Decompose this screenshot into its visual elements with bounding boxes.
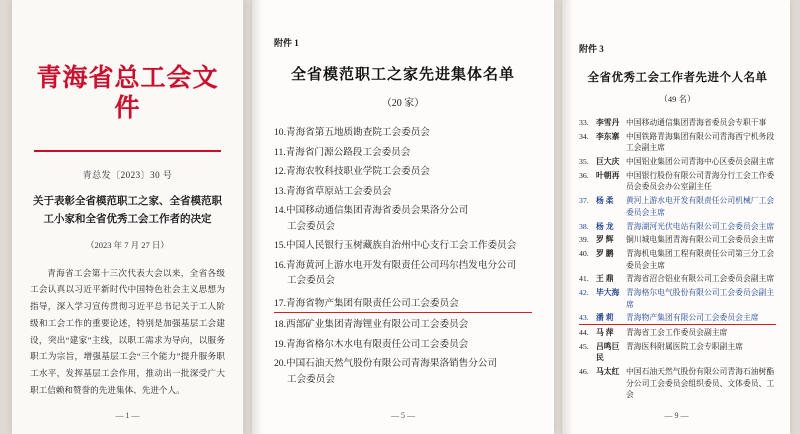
document-body-text: 青海省工会第十三次代表大会以来，全省各级工会认真以习近平新时代中国特色社会主义思想为指导，深入学习宣传贯彻习近平总书记关于工人阶级和工会工作的重要论述，特别是加强基层工会建设，突出“建家”主线，以职工需求为导向，以服务职工为宗旨，增强基层工会“三个能力”提升服务职工水平，发挥基层工会作用，推动出一批深受广大职工信赖和赞誉的先进集体、先进个人。 [30,267,225,395]
document-column-collective-list [252,0,554,434]
document-column-person-list [562,0,790,434]
page-number: — 5 — [391,411,415,420]
document-number: 青总发〔2023〕30 号 [82,170,173,180]
page-number: — 1 — [115,411,140,420]
list-subtitle: （20 家） [381,98,425,109]
document-date: （2023 年 7 月 27 日） [86,239,169,250]
list-item: 12.青海农牧科技职业学院工会委员会 [274,166,430,178]
list-item: 44. 马 萍 青海省工会工作委员会副主席 [579,328,728,337]
list-item: 41. 王 鼎 青海省沼合铝业有限公司工会委员会副主席 [579,274,775,284]
document-heading: 关于表彰全省模范职工之家、全省模范职工小家和全省优秀工会工作者的决定 [33,196,222,225]
list-item-highlighted: 43. 潘 莉 青海物产集团有限公司工会委员会主席 [579,312,776,325]
document-column-decision [12,0,244,434]
list-title: 全省模范职工之家先进集体名单 [290,67,515,83]
list-item: 19.青海省格尔木水电有限责任公司工会委员会 [274,338,469,350]
list-item: 36. 叶朝再 中国银行股份有限公司青海分行工会工作委员会委员会办公室副主任 [579,170,775,192]
list-item: 37. 杨 柔 黄河上游水电开发有限责任公司机械厂工会委员会主席 [579,196,775,217]
document-title: 青海省总工会文件 [36,65,219,122]
list-item: 38. 杨 龙 青海湖河光伏电站有限公司工会委员会主席 [579,221,775,231]
list-item: 16.青海黄河上游水电开发有限责任公司玛尔挡发电分公司 工会委员会 [274,259,517,287]
list-item: 18.西部矿业集团青海锂业有限公司工会委员会 [274,319,469,331]
list-item: 35. 巨大庆 中国铝业集团公司青海中心区委员会副主席 [579,157,775,167]
list-title: 全省优秀工会工作者先进个人名单 [587,72,768,84]
list-item: 46. 马太红 中国石油天然气股份有限公司青海石油树酯分公司工会委员会组织委员、文体委员、工会 [579,367,775,400]
list-subtitle: （49 名） [659,94,696,104]
list-item: 11.青海省门源公路段工会委员会 [274,146,411,158]
list-item: 42. 毕大海 青海格尔电气股份有限公司工会委员会副主席 [579,287,775,309]
list-item: 14.中国移动通信集团青海省委员会果洛分公司 工会委员会 [274,205,469,232]
list-item: 10.青海省第五地质勘查院工会委员会 [274,127,430,138]
list-item: 13.青海省草原站工会委员会 [274,185,392,197]
attachment-label: 附件 3 [579,44,604,54]
page-number: — 9 — [664,411,689,420]
attachment-label: 附件 1 [274,38,299,48]
list-item: 40. 罗 鹏 青海机电集团工程有限责任公司第三分工会委员会主席 [579,248,775,270]
list-item: 45. 吕鸣巨民 青海医科附属医院工会专职副主席 [579,341,743,363]
list-item: 15.中国人民银行玉树藏族自治州中心支行工会工作委员会 [274,240,517,252]
list-item: 39. 罗 辉 铜川城电集团青海有限公司工会委员会主席 [579,235,775,245]
red-divider [34,150,221,152]
list-item: 20.中国石油天然气股份有限公司青海果洛销售分公司 工会委员会 [274,358,498,385]
list-item-highlighted: 17.青海省物产集团有限责任公司工会委员会 [274,296,532,314]
list-item: 33. 李雪丹 中国移动通信集团青海省委员会专职干事 [579,118,767,127]
list-item: 34. 李东寨 中国铁路青海集团有限公司青海西宁机务段工会副主席 [579,131,775,153]
